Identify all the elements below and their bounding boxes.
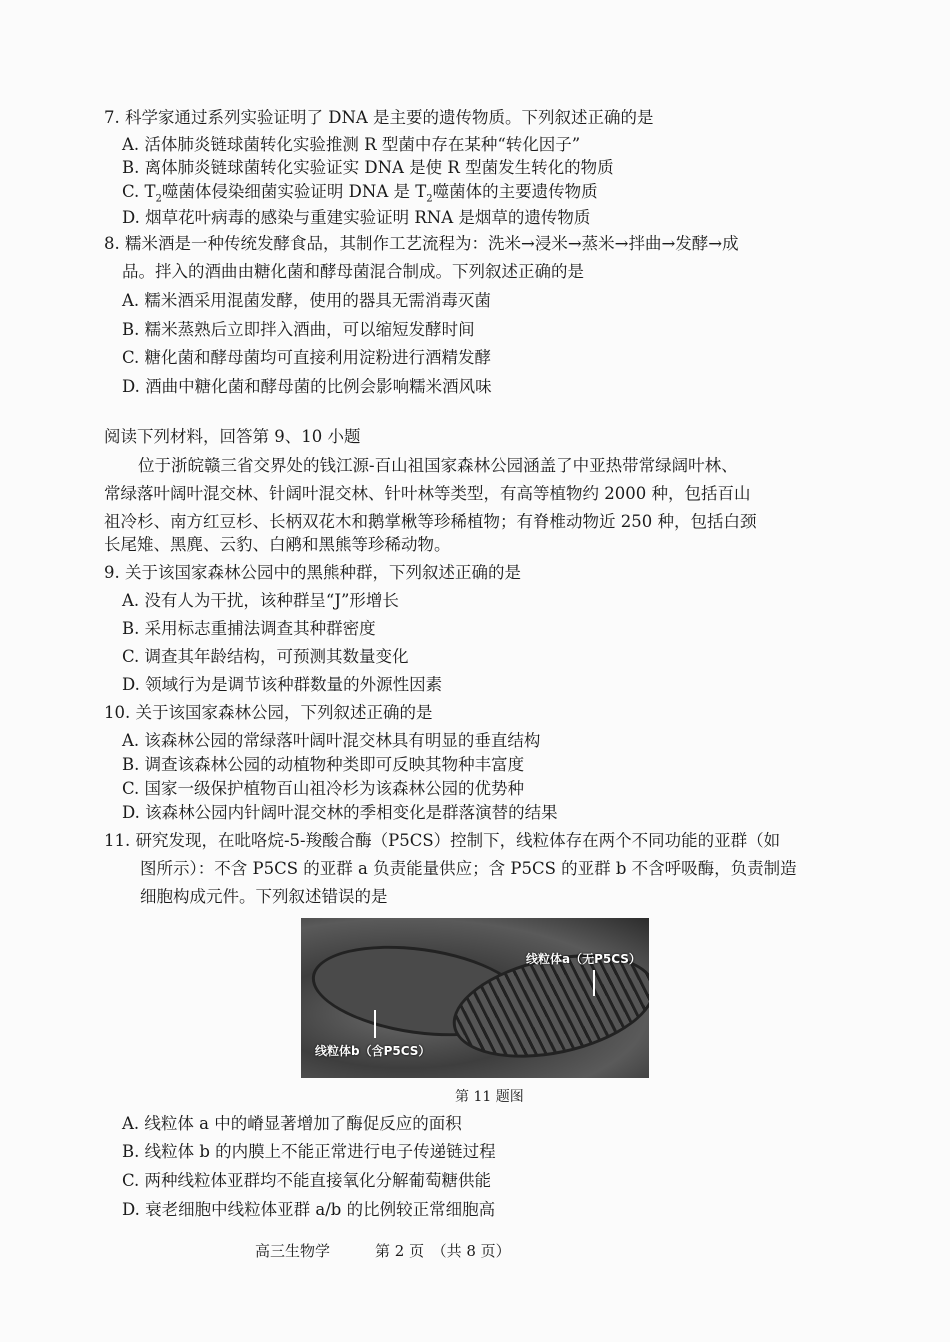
q11-option-d: D. 衰老细胞中线粒体亚群 a/b 的比例较正常细胞高 (122, 1200, 496, 1219)
label-mitochondrion-a: 线粒体a（无P5CS） (526, 952, 641, 966)
mitochondria-micrograph (301, 918, 649, 1078)
reading-line-3: 祖冷杉、南方红豆杉、长柄双花木和鹅掌楸等珍稀植物；有脊椎动物近 250 种，包括白颈 (104, 512, 757, 531)
q10-option-c: C. 国家一级保护植物百山祖冷杉为该森林公园的优势种 (122, 779, 525, 798)
q7-stem: 7. 科学家通过系列实验证明了 DNA 是主要的遗传物质。下列叙述正确的是 (104, 108, 654, 127)
q7-option-b: B. 离体肺炎链球菌转化实验证实 DNA 是使 R 型菌发生转化的物质 (122, 158, 614, 177)
q7-option-d: D. 烟草花叶病毒的感染与重建实验证明 RNA 是烟草的遗传物质 (122, 208, 591, 227)
q8-option-c: C. 糖化菌和酵母菌均可直接利用淀粉进行酒精发酵 (122, 348, 492, 367)
q8-stem-2: 品。拌入的酒曲由糖化菌和酵母菌混合制成。下列叙述正确的是 (122, 262, 584, 281)
page-footer: 高三生物学 第 2 页 （共 8 页） (255, 1242, 511, 1260)
q11-stem-1: 11. 研究发现，在吡咯烷-5-羧酸合酶（P5CS）控制下，线粒体存在两个不同功能的亚群（如 (104, 831, 781, 850)
q9-option-c: C. 调查其年龄结构，可预测其数量变化 (122, 647, 409, 666)
q9-option-d: D. 领域行为是调节该种群数量的外源性因素 (122, 675, 443, 694)
q8-option-a: A. 糯米酒采用混菌发酵，使用的器具无需消毒灭菌 (122, 291, 491, 310)
q10-option-d: D. 该森林公园内针阔叶混交林的季相变化是群落演替的结果 (122, 803, 558, 822)
arrow-b-icon (374, 1010, 376, 1038)
q11-stem-2: 图所示）：不含 P5CS 的亚群 a 负责能量供应；含 P5CS 的亚群 b 不含呼吸酶，负责制造 (140, 859, 797, 878)
q7-c-sub: 2 (155, 193, 162, 205)
reading-intro: 阅读下列材料，回答第 9、10 小题 (104, 427, 361, 446)
q11-option-a: A. 线粒体 a 中的嵴显著增加了酶促反应的面积 (122, 1114, 462, 1133)
q7-c-pre: C. T (122, 182, 156, 201)
q10-option-a: A. 该森林公园的常绿落叶阔叶混交林具有明显的垂直结构 (122, 731, 541, 750)
q8-option-b: B. 糯米蒸熟后立即拌入酒曲，可以缩短发酵时间 (122, 320, 475, 339)
q10-stem: 10. 关于该国家森林公园，下列叙述正确的是 (104, 703, 433, 722)
label-mitochondrion-b: 线粒体b（含P5CS） (315, 1044, 431, 1058)
q9-option-a: A. 没有人为干扰，该种群呈“J”形增长 (122, 591, 399, 610)
q7-option-c (122, 182, 598, 209)
q7-c-sub2: 2 (426, 193, 433, 205)
q7-c-mid: 噬菌体侵染细菌实验证明 DNA 是 T (161, 182, 427, 201)
q7-c-post: 噬菌体的主要遗传物质 (432, 182, 598, 201)
figure-caption: 第 11 题图 (455, 1089, 524, 1105)
q11-option-b: B. 线粒体 b 的内膜上不能正常进行电子传递链过程 (122, 1142, 496, 1161)
arrow-a-icon (593, 970, 595, 996)
q11-stem-3: 细胞构成元件。下列叙述错误的是 (140, 887, 388, 906)
q7-option-a: A. 活体肺炎链球菌转化实验推测 R 型菌中存在某种“转化因子” (122, 135, 581, 154)
reading-line-2: 常绿落叶阔叶混交林、针阔叶混交林、针叶林等类型，有高等植物约 2000 种，包括百山 (104, 484, 751, 503)
q8-stem-1: 8. 糯米酒是一种传统发酵食品，其制作工艺流程为：洗米→浸米→蒸米→拌曲→发酵→成 (104, 234, 739, 253)
q9-option-b: B. 采用标志重捕法调查其种群密度 (122, 619, 376, 638)
q8-option-d: D. 酒曲中糖化菌和酵母菌的比例会影响糯米酒风味 (122, 377, 492, 396)
reading-line-4: 长尾雉、黑麂、云豹、白鹇和黑熊等珍稀动物。 (104, 535, 451, 554)
q9-stem: 9. 关于该国家森林公园中的黑熊种群，下列叙述正确的是 (104, 563, 521, 582)
q10-option-b: B. 调查该森林公园的动植物种类即可反映其物种丰富度 (122, 755, 525, 774)
q11-option-c: C. 两种线粒体亚群均不能直接氧化分解葡萄糖供能 (122, 1171, 492, 1190)
reading-line-1: 位于浙皖赣三省交界处的钱江源-百山祖国家森林公园涵盖了中亚热带常绿阔叶林、 (138, 456, 738, 475)
